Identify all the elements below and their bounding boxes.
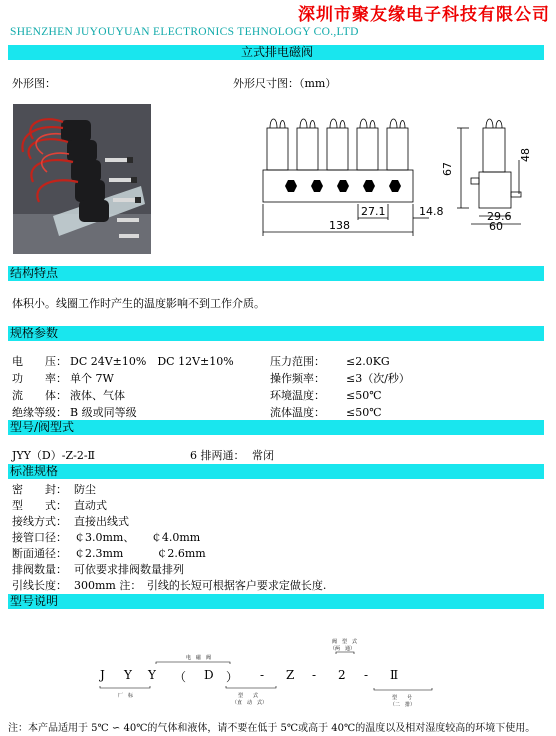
std-k-4: 断面通径： xyxy=(12,547,67,560)
std-k-6: 引线长度： xyxy=(12,579,67,592)
code-char-6: - xyxy=(260,668,265,682)
footer-note: 注：本产品适用于 5℃ ∽ 40℃的气体和液体，请不要在低于 5℃或高于 40℃的温度以及相对湿度较高的环境下使用。 xyxy=(8,723,536,734)
std-v-4: ￠2.3mm ￠2.6mm xyxy=(74,547,206,560)
appearance-label: 外形图： xyxy=(12,77,56,90)
std-v-1: 直动式 xyxy=(74,499,107,512)
std-k-3: 接管口径： xyxy=(12,531,67,544)
code-char-10: - xyxy=(364,668,369,682)
code-char-9: 2 xyxy=(338,668,346,682)
label-model-sub: （二 排） xyxy=(390,702,416,708)
dim-138: 138 xyxy=(329,219,350,232)
label-style: 型 式 xyxy=(238,693,259,699)
std-v-3: ￠3.0mm、 ￠4.0mm xyxy=(74,531,201,544)
std-v-2: 直接出线式 xyxy=(74,515,129,528)
product-title-band xyxy=(8,45,544,60)
model-row: 6 排两通： xyxy=(190,449,245,462)
spec-k1-1: 功 率： xyxy=(12,372,67,385)
spec-k2-1: 操作频率： xyxy=(270,372,325,385)
structure-text: 体积小。线圈工作时产生的温度影响不到工作介质。 xyxy=(12,297,265,310)
code-char-0: J xyxy=(100,668,105,682)
spec-k1-2: 流 体： xyxy=(12,389,67,402)
product-photo xyxy=(13,104,151,254)
spec-k1-0: 电 压： xyxy=(12,355,67,368)
spec-k2-3: 流体温度： xyxy=(270,406,325,419)
dimension-label: 外形尺寸图：（mm） xyxy=(233,77,337,90)
spec-k2-0: 压力范围： xyxy=(270,355,325,368)
dim-67: 67 xyxy=(441,162,454,176)
dim-14-8: 14.8 xyxy=(419,205,444,218)
spec-v1-1: 单个 7W xyxy=(70,372,114,385)
code-char-4: D xyxy=(204,668,214,682)
product-title: 立式排电磁阀 xyxy=(240,45,313,59)
spec-k2-2: 环境温度： xyxy=(270,389,325,402)
std-k-2: 接线方式： xyxy=(12,515,67,528)
std-v-0: 防尘 xyxy=(74,483,96,496)
std-k-0: 密 封： xyxy=(12,483,67,496)
section-model: 型号/阀型式 xyxy=(8,420,544,435)
spec-v2-2: ≤50℃ xyxy=(346,389,382,402)
spec-v1-3: B 级或同等级 xyxy=(70,406,137,419)
dim-48: 48 xyxy=(519,148,532,162)
code-char-8: - xyxy=(312,668,317,682)
code-char-7: Z xyxy=(286,668,295,682)
label-valve-type: 阀 型 式 xyxy=(332,639,358,645)
section-specs: 规格参数 xyxy=(8,326,544,341)
dim-60: 60 xyxy=(489,220,503,233)
code-char-1: Y xyxy=(124,668,132,682)
dim-29-6: 29.6 xyxy=(487,210,512,223)
company-name-cn: 深圳市聚友缘电子科技有限公司 xyxy=(298,5,550,25)
label-solenoid: 电 磁 阀 xyxy=(186,655,212,661)
spec-v2-0: ≤2.0KG xyxy=(346,355,390,368)
section-structure: 结构特点 xyxy=(8,266,544,281)
model-type: 常闭 xyxy=(252,449,274,462)
spec-v2-1: ≤3（次/秒） xyxy=(346,372,410,385)
spec-k1-3: 绝缘等级： xyxy=(12,406,67,419)
code-char-2: Y xyxy=(148,668,156,682)
code-char-3: （ xyxy=(174,670,187,684)
dimension-drawing xyxy=(255,94,545,268)
std-k-5: 排阀数量： xyxy=(12,563,67,576)
model-code: JYY（D）-Z-2-Ⅱ xyxy=(12,449,96,462)
std-k-1: 型 式： xyxy=(12,499,67,512)
dim-27-1: 27.1 xyxy=(361,205,386,218)
model-diagram xyxy=(92,618,472,710)
std-v-6: 300mm 注： 引线的长短可根据客户要求定做长度. xyxy=(74,579,327,592)
label-valve-type-sub: （两 通） xyxy=(330,646,356,652)
label-model: 型 号 xyxy=(392,695,413,701)
code-char-5: ） xyxy=(226,670,239,684)
spec-v1-2: 液体、气体 xyxy=(70,389,125,402)
std-v-5: 可依要求排阀数量排列 xyxy=(74,563,184,576)
spec-v1-0: DC 24V±10% DC 12V±10% xyxy=(70,355,234,368)
company-name-en: SHENZHEN JUYOUYUAN ELECTRONICS TEHNOLOGY CO.,LTD xyxy=(10,26,359,38)
code-char-11: Ⅱ xyxy=(390,668,399,682)
label-style-sub: （直 动 式） xyxy=(232,700,268,706)
spec-v2-3: ≤50℃ xyxy=(346,406,382,419)
section-standard: 标准规格 xyxy=(8,464,544,479)
label-maker: 厂 标 xyxy=(118,693,134,699)
section-model-desc: 型号说明 xyxy=(8,594,544,609)
